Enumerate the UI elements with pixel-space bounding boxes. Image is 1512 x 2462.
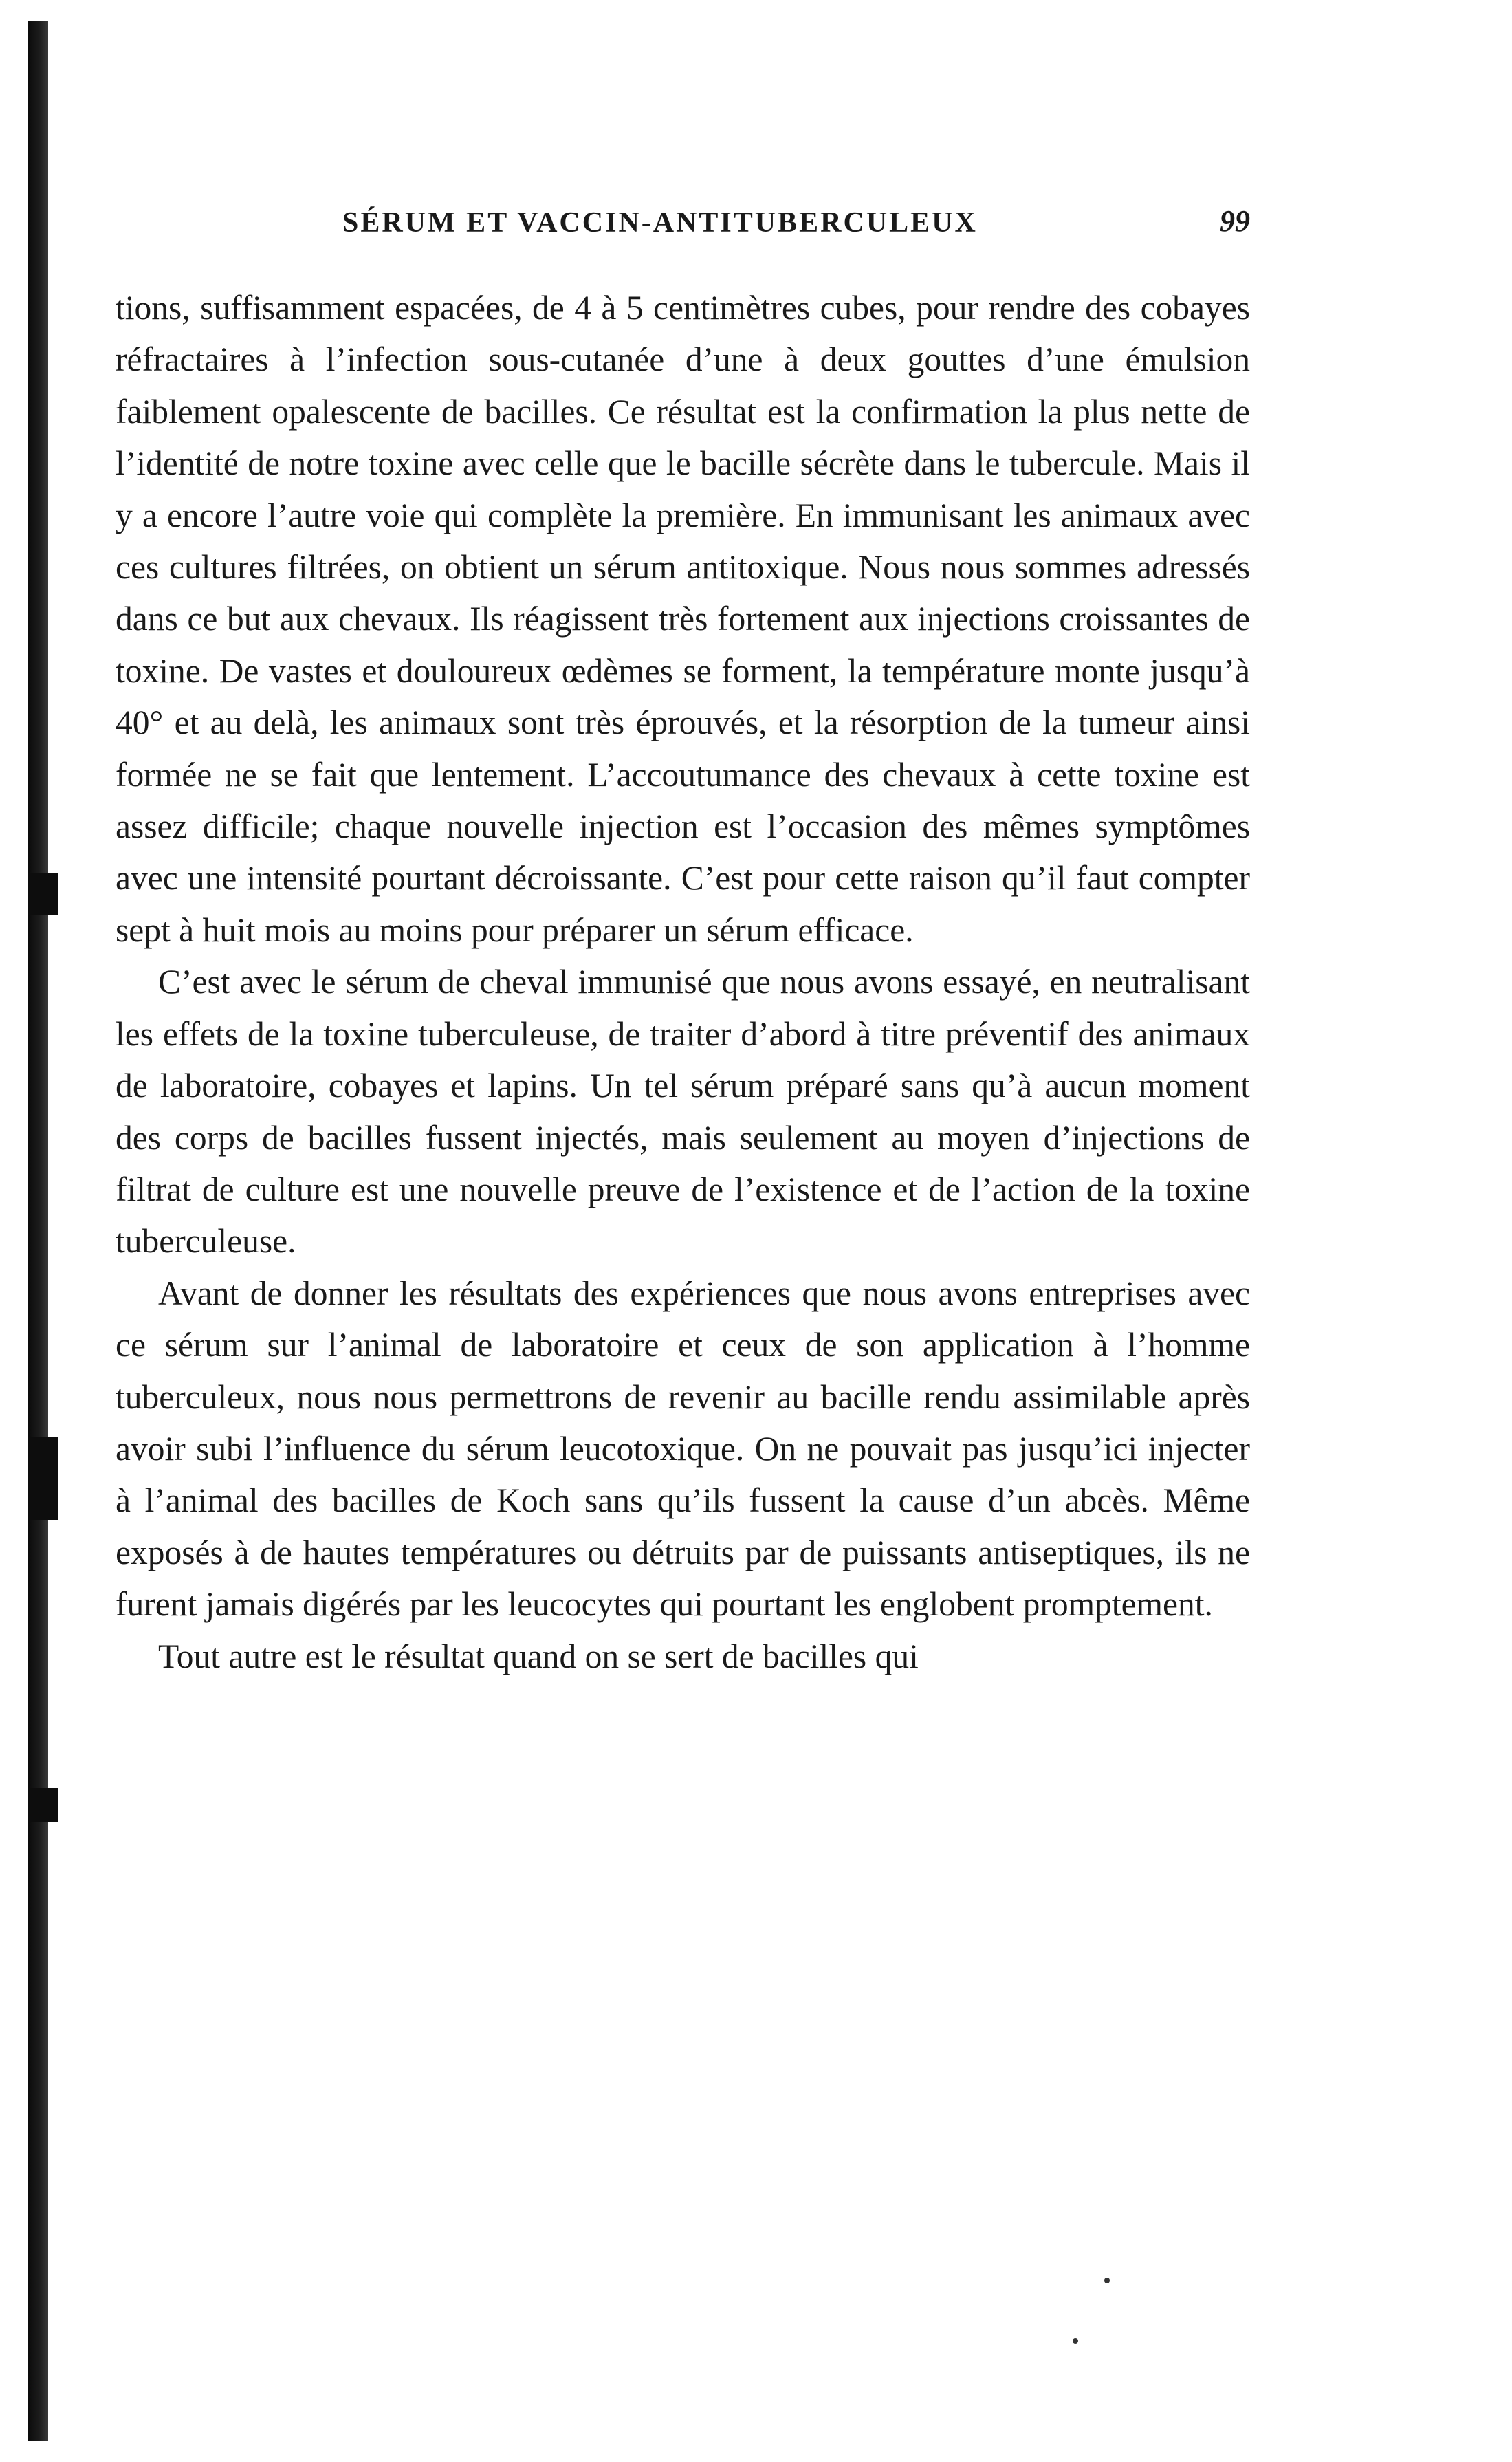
scan-speck bbox=[1073, 2338, 1078, 2344]
scan-artifact bbox=[28, 1437, 58, 1520]
paragraph: tions, suffisamment espacées, de 4 à 5 centimètres cubes, pour rendre des cobayes réfractaires à l’infection sous-cutanée d’une à deux gouttes d’une émulsion faiblement opalescente de bacilles. Ce résultat est la confirmation la plus nette de l’identité de notre toxine avec celle que le bacille sécrète dans le tubercule. Mais il y a encore l’autre voie qui complète la première. En immunisant les animaux avec ces cultures filtrées, on obtient un sérum antitoxique. Nous nous sommes adressés dans ce but aux chevaux. Ils réagissent très fortement aux injections croissantes de toxine. De vastes et douloureux œdèmes se forment, la température monte jusqu’à 40° et au delà, les animaux sont très éprouvés, et la résorption de la tumeur ainsi formée ne se fait que lentement. L’accoutumance des chevaux à cette toxine est assez difficile; chaque nouvelle injection est l’occasion des mêmes symptômes avec une intensité pourtant décroissante. C’est pour cette raison qu’il faut compter sept à huit mois au moins pour préparer un sérum efficace. bbox=[116, 289, 1250, 949]
body-text bbox=[116, 282, 1250, 1682]
scan-artifact bbox=[28, 873, 58, 915]
running-header bbox=[116, 206, 1250, 254]
paragraph: C’est avec le sérum de cheval immunisé que nous avons essayé, en neutralisant les effets de la toxine tuberculeuse, de traiter d’abord à titre préventif des animaux de laboratoire, cobayes et lapins. Un tel sérum préparé sans qu’à aucun moment des corps de bacilles fussent injectés, mais seulement au moyen d’injections de filtrat de culture est une nouvelle preuve de l’existence et de l’action de la toxine tuberculeuse. bbox=[116, 963, 1250, 1261]
paragraph: Tout autre est le résultat quand on se sert de bacilles qui bbox=[158, 1637, 919, 1675]
scan-speck bbox=[1104, 2278, 1110, 2283]
running-title: SÉRUM ET VACCIN-ANTITUBERCULEUX bbox=[342, 207, 978, 239]
page-number: 99 bbox=[1220, 204, 1250, 238]
scan-artifact bbox=[28, 1788, 58, 1822]
paragraph: Avant de donner les résultats des expériences que nous avons entreprises avec ce sérum sur l’animal de laboratoire et ceux de son application à l’homme tuberculeux, nous nous permettrons de revenir au bacille rendu assimilable après avoir subi l’influence du sérum leucotoxique. On ne pouvait pas jusqu’ici injecter à l’animal des bacilles de Koch sans qu’ils fussent la cause d’un abcès. Même exposés à de hautes températures ou détruits par de puissants antiseptiques, ils ne furent jamais digérés par les leucocytes qui pourtant les englobent promptement. bbox=[116, 1274, 1250, 1624]
scanned-page-edge bbox=[28, 21, 48, 2441]
